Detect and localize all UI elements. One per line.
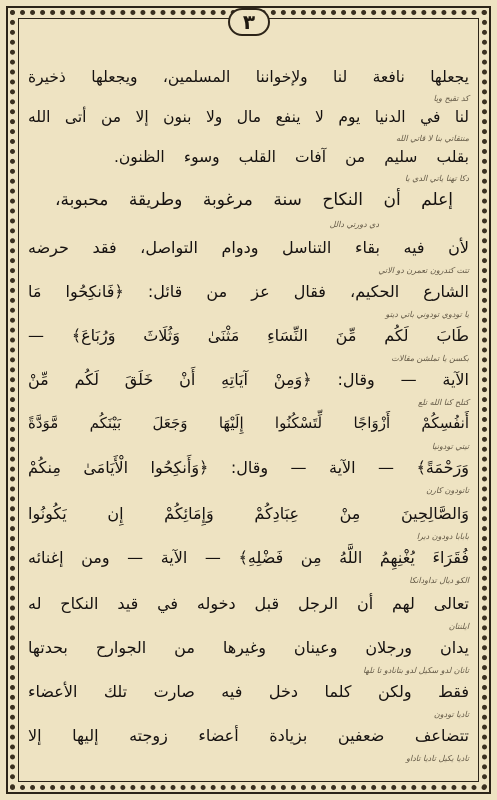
interlinear-gloss-15: تاديا تودون [433,710,469,719]
interlinear-gloss-9: تيتي تودونيا [431,442,469,451]
interlinear-gloss-8: كتلح كنا الله تلع [417,398,469,407]
text-line-6: الشارع الحكيم، فقال عز من قائل: ﴿فَانكِحُوا مَا [28,282,469,301]
interlinear-gloss-11: بابابا دودون ديرا [416,532,469,541]
interlinear-gloss-4: دي دورتي دالل [329,220,379,229]
text-line-4: إعلم أن النكاح سنة مرغوبة وطريقة محبوبة، [55,190,453,210]
interlinear-gloss-3: دكا تهنا ياتي الدي يا [404,174,469,183]
text-line-14: يدان ورجلان وعينان وغيرها من الجوارح بحدتها [28,638,469,657]
text-line-12: فُقَرَاءَ يُغْنِهِمُ اللَّهُ مِن فَضْلِهِ﴾ — الآية — ومن إغنائه [28,548,469,567]
interlinear-gloss-13: ايلنتان [448,622,469,631]
text-line-3: بقلب سليم من آفات القلب وسوء الظنون. [114,148,469,166]
text-line-9: أَنفُسِكُمْ أَزْوَاجًا لِّتَسْكُنُوا إِلَيْهَا وَجَعَلَ بَيْنَكُم مَّوَدَّةً [28,414,469,432]
text-line-5: لأن فيه بقاء التناسل ودوام التواصل، فقد حرضه [28,238,469,257]
page-number: ٣ [228,8,270,36]
interlinear-gloss-1: كد تقيح ويا [433,94,469,103]
text-line-10: وَرَحْمَةً﴾ — الآية — وقال: ﴿وَأَنكِحُوا الْأَيَامَىٰ مِنكُمْ [28,458,469,477]
text-line-16: تتضاعف ضعفين بزيادة أعضاء زوجته إليها إلا [28,726,469,745]
interlinear-gloss-12: الكو ديال تداودانكا [409,576,469,585]
page-text [28,40,469,792]
text-line-15: فقط ولكن كلما دخل فيه صارت تلك الأعضاء [28,682,469,701]
text-line-11: وَالصَّالِحِينَ مِنْ عِبَادِكُمْ وَإِمَائِكُمْ إِن يَكُونُوا [28,504,469,523]
interlinear-gloss-14: تاتان لدو سكيل لدو بتانادو تا تلها [363,666,469,675]
interlinear-gloss-5: تتت كتدرون تعمرن دو الاتي [378,266,469,275]
interlinear-gloss-16: تاديا يكيل تاديا تاداو [406,754,469,763]
interlinear-gloss-2: منتقاتي بنا لا قاتي الله [395,134,469,143]
interlinear-gloss-6: يا تودوي تودوني باتي ديتو [385,310,469,319]
interlinear-gloss-10: تاتودون كارن [426,486,469,495]
text-line-7: طَابَ لَكُم مِّنَ النِّسَاءِ مَثْنَىٰ وَثُلَاثَ وَرُبَاعَ﴾ — [28,326,469,345]
text-line-2: لنا في الدنيا يوم لا ينفع مال ولا بنون إلا من أتى الله [28,108,469,126]
text-line-1: يجعلها نافعة لنا ولإخواننا المسلمين، ويجعلها ذخيرة [28,68,469,86]
text-line-13: تعالى لهم أن الرجل قبل دخوله في قيد النكاح له [28,594,469,613]
text-line-8: الآية — وقال: ﴿وَمِنْ آيَاتِهِ أَنْ خَلَقَ لَكُم مِّنْ [28,370,469,389]
interlinear-gloss-7: بكسن يا تملشن مقالات [391,354,469,363]
